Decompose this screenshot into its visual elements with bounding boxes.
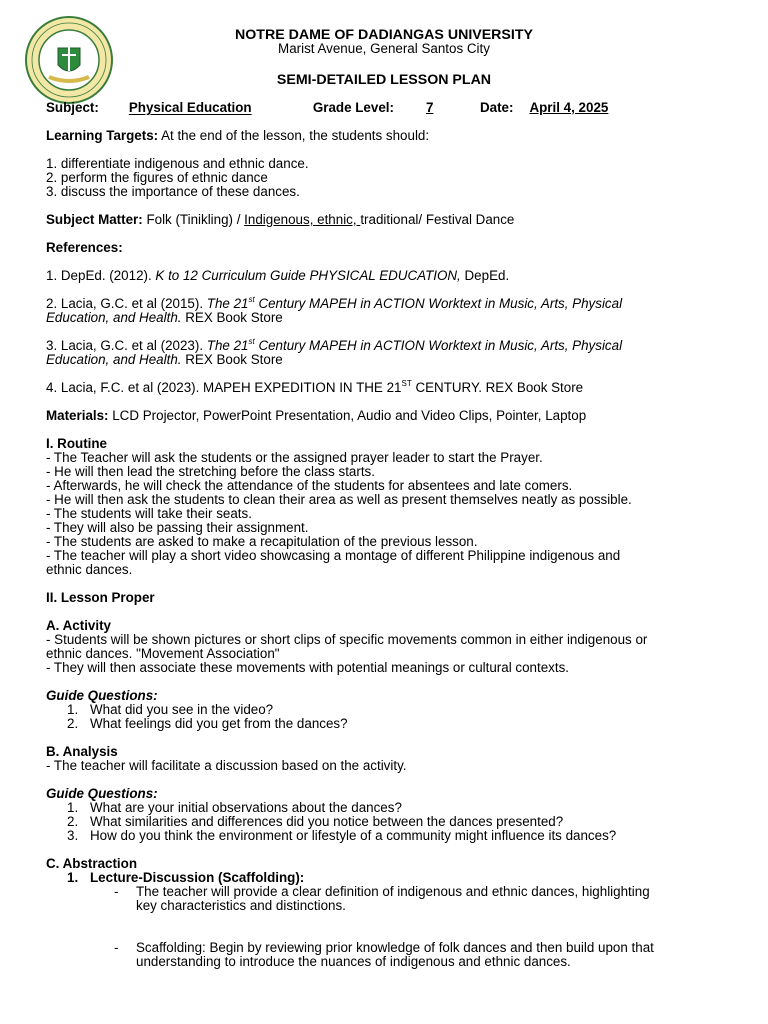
learning-targets-intro: At the end of the lesson, the students should:: [158, 128, 430, 143]
list-item: 3. How do you think the environment or lifestyle of a community might influence its dances?: [67, 828, 617, 843]
activity-heading: A. Activity: [46, 618, 111, 633]
university-name: NOTRE DAME OF DADIANGAS UNIVERSITY: [235, 27, 533, 43]
routine-line: - The students are asked to make a recapitulation of the previous lesson.: [46, 534, 478, 549]
university-address: Marist Avenue, General Santos City: [278, 41, 490, 56]
subject-info-row: [46, 101, 643, 115]
learning-target-item: 1. differentiate indigenous and ethnic dance.: [46, 156, 309, 171]
references-label: References:: [46, 240, 123, 255]
activity-line: - They will then associate these movements with potential meanings or cultural contexts.: [46, 660, 569, 675]
routine-line: - The teacher will play a short video showcasing a montage of different Philippine indigenous and: [46, 548, 621, 563]
list-item: 2. What similarities and differences did you notice between the dances presented?: [67, 814, 564, 829]
reference-3: 3. Lacia, G.C. et al (2023). The 21st Century MAPEH in ACTION Worktext in Music, Arts, Physical: [46, 337, 623, 353]
list-item: 1. What did you see in the video?: [67, 702, 274, 717]
analysis-guide-questions: [46, 801, 616, 843]
learning-target-item: 3. discuss the importance of these dances.: [46, 184, 300, 199]
guide-questions-label: Guide Questions:: [46, 786, 158, 801]
learning-targets-label: Learning Targets:: [46, 128, 159, 143]
date-label: Date:: [479, 100, 514, 115]
activity-line: - Students will be shown pictures or short clips of specific movements common in either indigenous or: [46, 632, 648, 647]
reference-2: 2. Lacia, G.C. et al (2015). The 21st Century MAPEH in ACTION Worktext in Music, Arts, Physical: [46, 295, 623, 311]
materials-label: Materials:: [46, 408, 109, 423]
learning-targets: [46, 129, 429, 143]
routine-line: - The students will take their seats.: [46, 506, 252, 521]
learning-target-item: 2. perform the figures of ethnic dance: [46, 170, 268, 185]
abstraction-list: [46, 871, 304, 885]
subject-matter-label: Subject Matter:: [46, 212, 143, 227]
routine-line: - The Teacher will ask the students or the assigned prayer leader to start the Prayer.: [46, 450, 543, 465]
analysis-heading: B. Analysis: [46, 744, 118, 759]
document-title: SEMI-DETAILED LESSON PLAN: [276, 72, 492, 88]
reference-4: 4. Lacia, F.C. et al (2023). MAPEH EXPEDITION IN THE 21ST CENTURY. REX Book Store: [46, 379, 584, 395]
reference-3-cont: Education, and Health. REX Book Store: [46, 352, 283, 367]
materials: [46, 409, 586, 423]
activity-guide-questions: [46, 703, 348, 731]
list-item: 1. What are your initial observations about the dances?: [67, 800, 402, 815]
grade-level-value: 7: [425, 100, 434, 115]
subject-label: Subject:: [46, 100, 99, 115]
routine-line: - Afterwards, he will check the attendance of the students for absentees and late comers.: [46, 478, 573, 493]
abstraction-heading: C. Abstraction: [46, 856, 138, 871]
subject-matter: Subject Matter: Folk (Tinikling) / Indigenous, ethnic, traditional/ Festival Dance: [46, 212, 515, 227]
routine-heading: I. Routine: [46, 436, 107, 451]
date-value: April 4, 2025: [529, 100, 609, 115]
activity-line: ethnic dances. "Movement Association": [46, 646, 280, 661]
abstraction-bullet: - Scaffolding: Begin by reviewing prior knowledge of folk dances and then build upon that understanding to introduce the nuances of indigenous and ethnic dances.: [114, 940, 654, 969]
routine-line: - He will then ask the students to clean their area as well as present themselves neatly as possible.: [46, 492, 632, 507]
analysis-line: - The teacher will facilitate a discussion based on the activity.: [46, 758, 407, 773]
reference-1: 1. DepEd. (2012). K to 12 Curriculum Guide PHYSICAL EDUCATION, DepEd.: [46, 268, 510, 283]
abstraction-bullet: - The teacher will provide a clear definition of indigenous and ethnic dances, highlighting key characteristics and distinctions.: [114, 884, 650, 913]
grade-level-label: Grade Level:: [312, 100, 394, 115]
guide-questions-label: Guide Questions:: [46, 688, 158, 703]
routine-line: - He will then lead the stretching before the class starts.: [46, 464, 375, 479]
list-item: 2. What feelings did you get from the dances?: [67, 716, 348, 731]
routine-line: ethnic dances.: [46, 562, 133, 577]
reference-2-cont: Education, and Health. REX Book Store: [46, 310, 283, 325]
lesson-proper-heading: II. Lesson Proper: [46, 590, 155, 605]
routine-line: - They will also be passing their assignment.: [46, 520, 309, 535]
materials-value: LCD Projector, PowerPoint Presentation, Audio and Video Clips, Pointer, Laptop: [108, 408, 587, 423]
list-item: 1. Lecture-Discussion (Scaffolding):: [67, 870, 305, 885]
subject-value: Physical Education: [128, 100, 252, 115]
